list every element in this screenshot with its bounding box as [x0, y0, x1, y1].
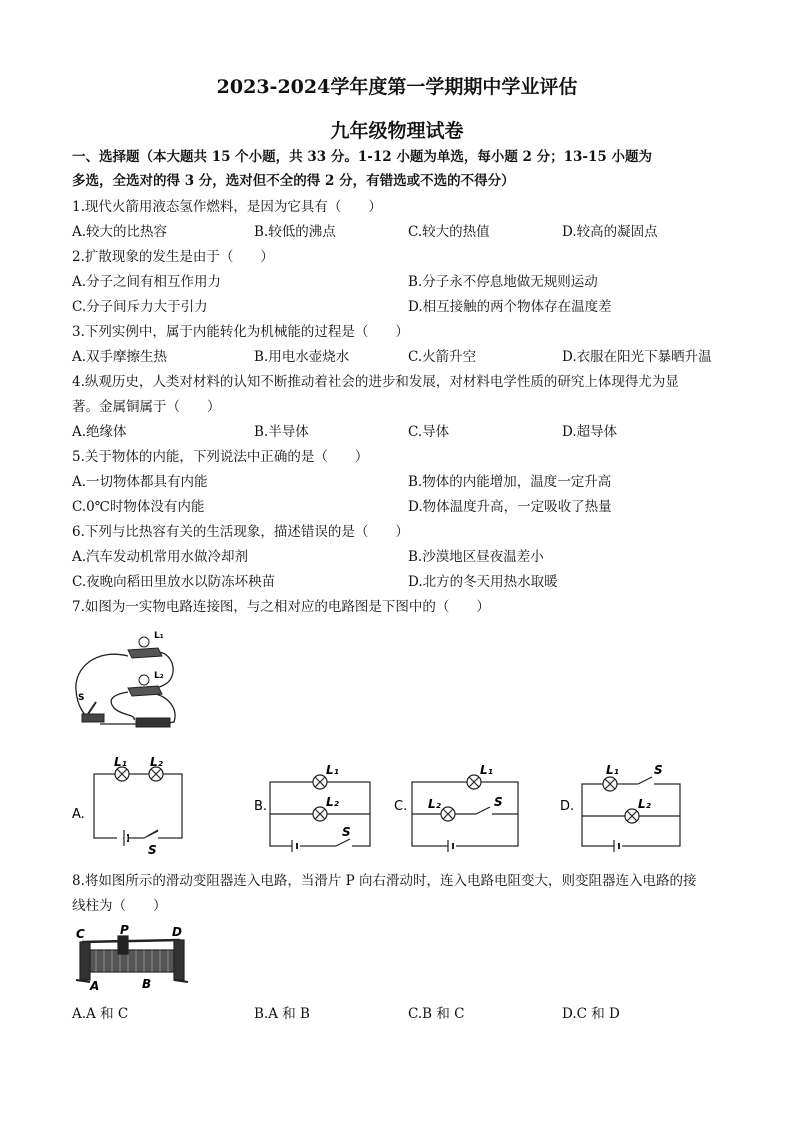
q8-label-a: A — [90, 979, 100, 993]
q7-diagram-b-l2: L₂ — [326, 795, 339, 809]
q7-diagram-a-l1: L₁ — [114, 755, 127, 769]
q8-label-c: C — [76, 927, 85, 941]
q7-diagram-a-letter: A. — [72, 807, 85, 822]
q7-photo-label-l1: L₁ — [154, 631, 164, 641]
question-6-stem: 6.下列与比热容有关的生活现象，描述错误的是（ ） — [72, 524, 409, 540]
q7-diagram-a — [70, 752, 190, 862]
q8-rheostat-figure — [72, 924, 192, 994]
question-3-stem: 3.下列实例中，属于内能转化为机械能的过程是（ ） — [72, 324, 409, 340]
question-8-option-b: B.A 和 B — [254, 1006, 310, 1022]
q7-diagram-c-l1: L₁ — [480, 763, 493, 777]
q7-diagram-d-l1: L₁ — [606, 763, 619, 777]
question-5-option-a: A.一切物体都具有内能 — [72, 474, 208, 490]
question-2-option-b: B.分子永不停息地做无规则运动 — [408, 274, 598, 290]
question-8-stem-line1: 8.将如图所示的滑动变阻器连入电路，当滑片 P 向右滑动时，连入电路电阻变大，则变阻器连入电路的接 — [72, 873, 697, 889]
question-8-option-d: D.C 和 D — [562, 1006, 620, 1022]
question-4-stem-line2: 著。金属铜属于（ ） — [72, 399, 221, 415]
q7-diagram-a-s: S — [148, 843, 157, 857]
question-4-option-d: D.超导体 — [562, 424, 618, 440]
question-2-stem: 2.扩散现象的发生是由于（ ） — [72, 249, 274, 265]
question-5-option-d: D.物体温度升高，一定吸收了热量 — [408, 499, 612, 515]
q8-label-p: P — [120, 924, 129, 937]
q7-diagram-d-letter: D. — [560, 799, 575, 814]
q7-diagram-d — [558, 756, 688, 856]
question-6-option-d: D.北方的冬天用热水取暖 — [408, 574, 558, 590]
section-heading-line1: 一、选择题（本大题共 15 个小题，共 33 分。1-12 小题为单选，每小题 2 分；13-15 小题为 — [72, 149, 653, 165]
question-6-option-c: C.夜晚向稻田里放水以防冻坏秧苗 — [72, 574, 276, 590]
q7-diagram-b-s: S — [342, 825, 351, 839]
question-5-option-b: B.物体的内能增加，温度一定升高 — [408, 474, 612, 490]
q8-label-b: B — [142, 977, 152, 991]
question-1-option-a: A.较大的比热容 — [72, 224, 168, 240]
question-1-stem: 1.现代火箭用液态氢作燃料，是因为它具有（ ） — [72, 199, 382, 215]
question-6-option-a: A.汽车发动机常用水做冷却剂 — [72, 549, 249, 565]
question-8-stem-line2: 线柱为（ ） — [72, 898, 167, 914]
q7-diagram-a-l2: L₂ — [150, 755, 163, 769]
question-8-option-a: A.A 和 C — [72, 1006, 129, 1022]
question-8-option-c: C.B 和 C — [408, 1006, 465, 1022]
question-3-option-d: D.衣服在阳光下暴晒升温 — [562, 349, 712, 365]
q7-diagram-d-l2: L₂ — [638, 797, 651, 811]
q7-diagram-c-s: S — [494, 795, 503, 809]
q7-diagram-b — [252, 756, 376, 856]
q7-diagram-b-l1: L₁ — [326, 763, 339, 777]
question-3-option-c: C.火箭升空 — [408, 349, 477, 365]
question-2-option-d: D.相互接触的两个物体存在温度差 — [408, 299, 612, 315]
question-4-option-a: A.绝缘体 — [72, 424, 127, 440]
q7-diagram-c-letter: C. — [394, 799, 408, 814]
question-4-stem-line1: 4.纵观历史，人类对材料的认知不断推动着社会的进步和发展，对材料电学性质的研究上体现得尤为显 — [72, 374, 679, 390]
q7-circuit-photo — [66, 628, 196, 728]
q7-photo-label-l2: L₂ — [154, 671, 164, 681]
q7-diagram-c — [392, 756, 526, 856]
question-4-option-b: B.半导体 — [254, 424, 309, 440]
question-5-option-c: C.0℃时物体没有内能 — [72, 499, 205, 515]
question-4-option-c: C.导体 — [408, 424, 450, 440]
exam-title: 2023-2024学年度第一学期期中学业评估 — [216, 76, 578, 98]
question-1-option-d: D.较高的凝固点 — [562, 224, 658, 240]
question-5-stem: 5.关于物体的内能，下列说法中正确的是（ ） — [72, 449, 369, 465]
question-2-option-a: A.分子之间有相互作用力 — [72, 274, 222, 290]
question-7-stem: 7.如图为一实物电路连接图，与之相对应的电路图是下图中的（ ） — [72, 599, 490, 615]
q7-photo-label-s: S — [78, 693, 85, 703]
section-heading-line2: 多选，全选对的得 3 分，选对但不全的得 2 分，有错选或不选的不得分） — [72, 173, 515, 189]
exam-subtitle: 九年级物理试卷 — [330, 120, 464, 142]
q7-diagram-d-s: S — [654, 763, 663, 777]
question-1-option-c: C.较大的热值 — [408, 224, 490, 240]
q7-diagram-b-letter: B. — [254, 799, 268, 814]
question-1-option-b: B.较低的沸点 — [254, 224, 336, 240]
question-3-option-b: B.用电水壶烧水 — [254, 349, 350, 365]
question-6-option-b: B.沙漠地区昼夜温差小 — [408, 549, 544, 565]
question-2-option-c: C.分子间斥力大于引力 — [72, 299, 208, 315]
question-3-option-a: A.双手摩擦生热 — [72, 349, 168, 365]
q8-label-d: D — [172, 925, 182, 939]
q7-diagram-c-l2: L₂ — [428, 797, 441, 811]
